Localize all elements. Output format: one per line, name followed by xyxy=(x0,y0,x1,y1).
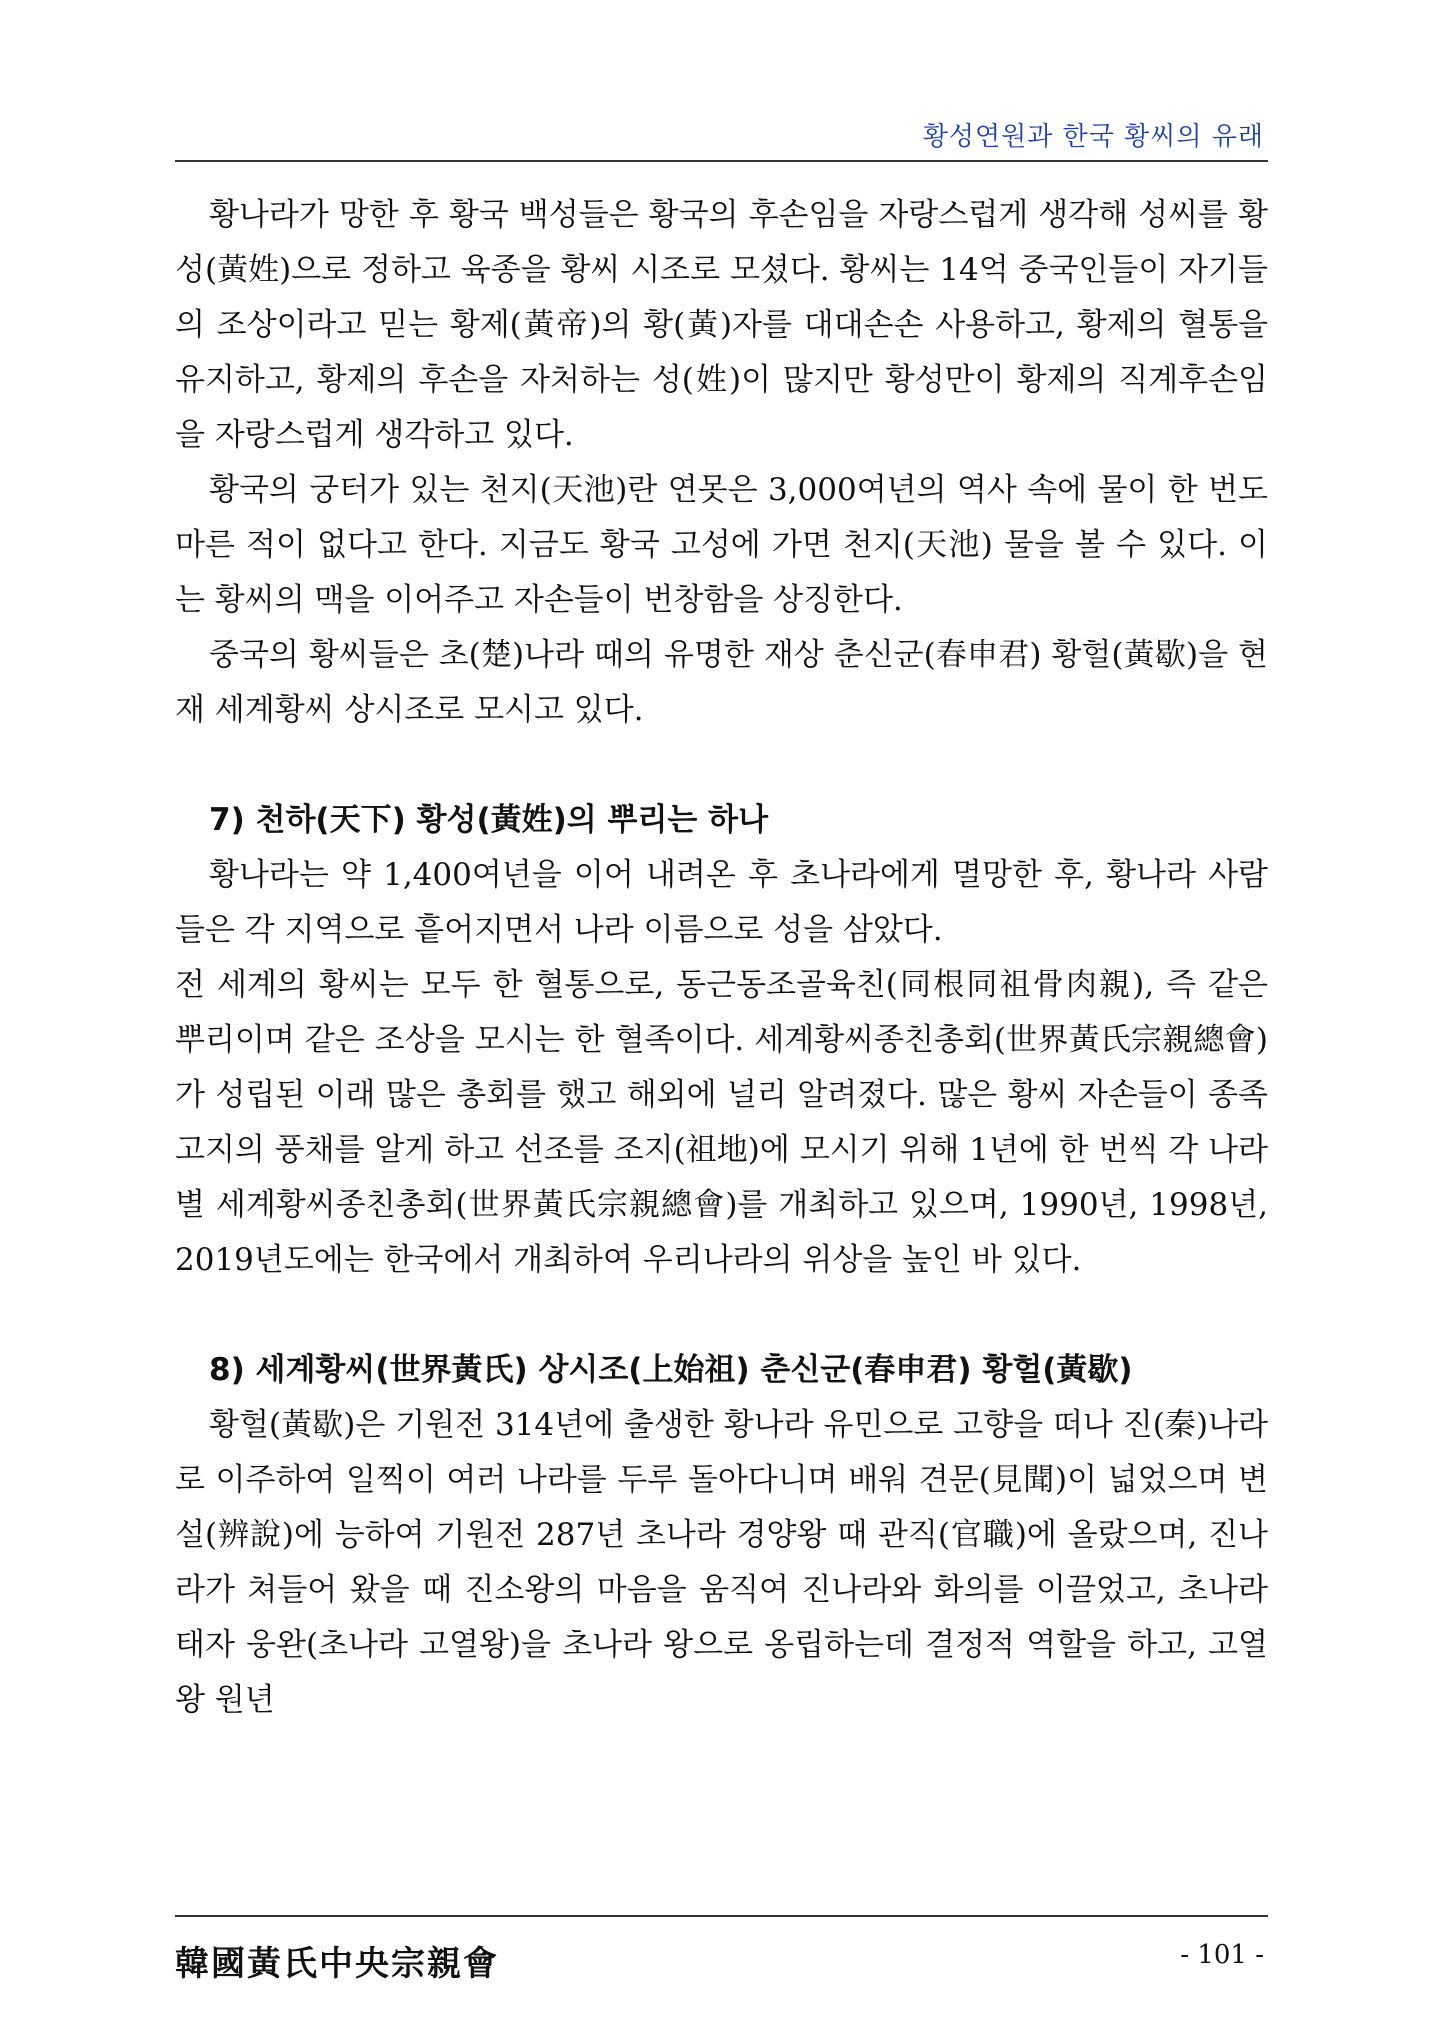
header-rule xyxy=(175,160,1268,162)
section-heading-7: 7) 천하(天下) 황성(黃姓)의 뿌리는 하나 xyxy=(209,802,769,838)
running-header-title: 황성연원과 한국 황씨의 유래 xyxy=(922,122,1264,152)
page-number: - 101 - xyxy=(1180,1940,1264,1970)
paragraph: 황헐(黃歇)은 기원전 314년에 출생한 황나라 유민으로 고향을 떠나 진(秦)나라로 이주하여 일찍이 여러 나라를 두루 돌아다니며 배워 견문(見聞)이 넓었으며 변설(辨說)에 능하여 기원전 287년 초나라 경양왕 때 관직(官職)에 올랐으며, 진나라가 쳐들어 왔을 때 진소왕의 마음을 움직여 진나라와 화의를 이끌었고, 초나라 태자 웅완(초나라 고열왕)을 초나라 왕으로 옹립하는데 결정적 역할을 하고, 고열왕 원년 xyxy=(175,1407,1268,1718)
paragraph: 중국의 황씨들은 초(楚)나라 때의 유명한 재상 춘신군(春申君) 황헐(黃歇)을 현재 세계황씨 상시조로 모시고 있다. xyxy=(175,637,1268,728)
spacer xyxy=(175,738,1268,793)
section-heading-8: 8) 세계황씨(世界黃氏) 상시조(上始祖) 춘신군(春申君) 황헐(黃歇) xyxy=(209,1352,1133,1388)
footer-rule xyxy=(175,1915,1268,1917)
spacer xyxy=(175,1288,1268,1343)
paragraph: 황나라가 망한 후 황국 백성들은 황국의 후손임을 자랑스럽게 생각해 성씨를 황성(黃姓)으로 정하고 육종을 황씨 시조로 모셨다. 황씨는 14억 중국인들이 자기들의 조상이라고 믿는 황제(黃帝)의 황(黃)자를 대대손손 사용하고, 황제의 혈통을 유지하고, 황제의 후손을 자처하는 성(姓)이 많지만 황성만이 황제의 직계후손임을 자랑스럽게 생각하고 있다. xyxy=(175,197,1268,453)
body-text xyxy=(175,188,1268,1728)
paragraph: 황국의 궁터가 있는 천지(天池)란 연못은 3,000여년의 역사 속에 물이 한 번도 마른 적이 없다고 한다. 지금도 황국 고성에 가면 천지(天池) 물을 볼 수 있다. 이는 황씨의 맥을 이어주고 자손들이 번창함을 상징한다. xyxy=(175,472,1268,618)
footer-organization-name: 韓國黃氏中央宗親會 xyxy=(175,1944,499,1984)
paragraph: 황나라는 약 1,400여년을 이어 내려온 후 초나라에게 멸망한 후, 황나라 사람들은 각 지역으로 흩어지면서 나라 이름으로 성을 삼았다. xyxy=(175,857,1268,948)
paragraph: 전 세계의 황씨는 모두 한 혈통으로, 동근동조골육친(同根同祖骨肉親), 즉 같은 뿌리이며 같은 조상을 모시는 한 혈족이다. 세계황씨종친총회(世界黃氏宗親總會)가 성립된 이래 많은 총회를 했고 해외에 널리 알려졌다. 많은 황씨 자손들이 종족고지의 풍채를 알게 하고 선조를 조지(祖地)에 모시기 위해 1년에 한 번씩 각 나라별 세계황씨종친총회(世界黃氏宗親總會)를 개최하고 있으며, 1990년, 1998년, 2019년도에는 한국에서 개최하여 우리나라의 위상을 높인 바 있다. xyxy=(175,967,1268,1278)
